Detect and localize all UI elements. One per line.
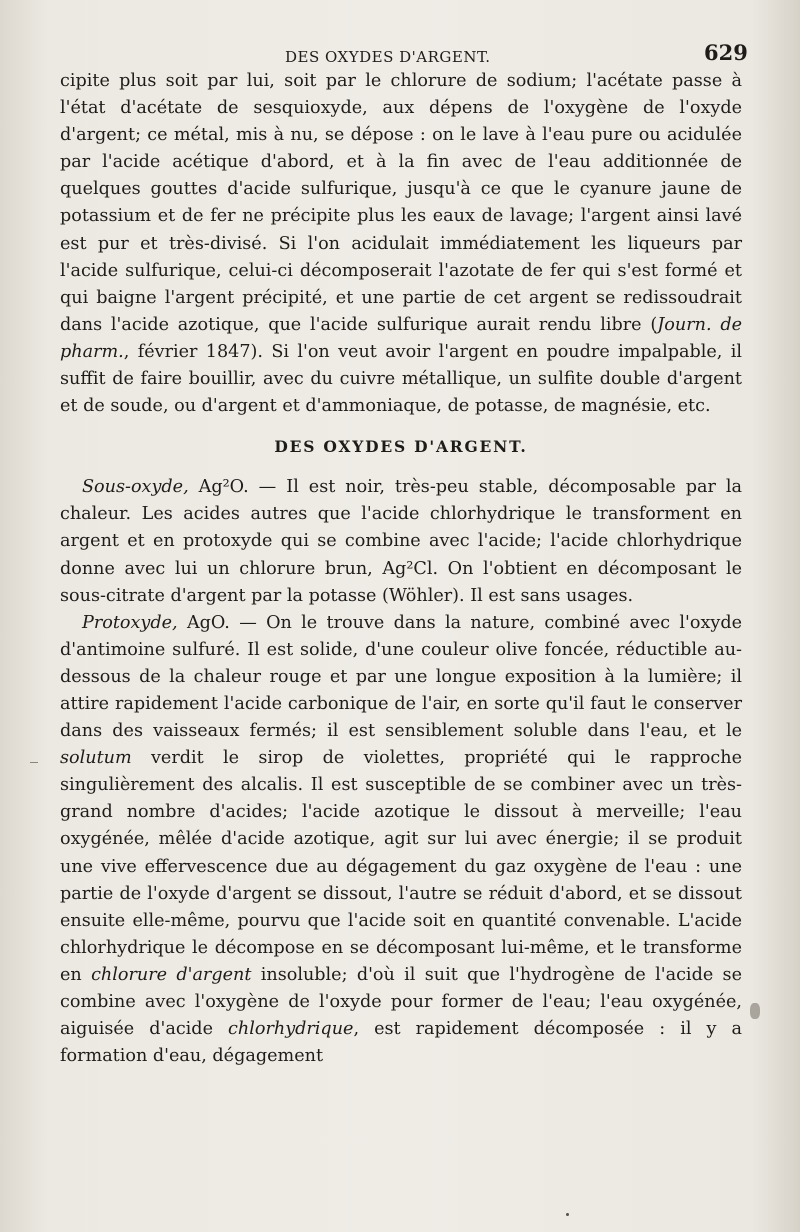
citation-journal: Journ. de pharm. xyxy=(60,314,742,362)
paragraph-sous-oxyde xyxy=(60,474,742,609)
text-block xyxy=(60,68,742,1070)
running-title: DES OXYDES D'ARGENT. xyxy=(285,48,491,66)
paragraph-1-text: cipite plus soit par lui, soit par le chlorure de sodium; l'acétate passe à l'état d'acétate de sesquioxyde, aux dépens de l'oxygène de l'oxyde d'argent; ce métal, mis à nu, se dépose : on le lave à l'eau pure ou acidulée par l'acide acétique d'abord, et à la fin avec de l'eau additionnée de quelques gouttes d'acide sulfurique, jusqu'à ce que le cyanure jaune de potassium et de fer ne précipite plus les eaux de lavage; l'argent ainsi lavé est pur et très-divisé. Si l'on acidulait immédiatement les liqueurs par l'acide sulfurique, celui-ci décomposerait l'azotate de fer qui s'est formé et qui baigne l'argent précipité, et une partie de cet argent se redissoudrait dans l'acide azotique, que l'acide sulfurique aurait rendu libre ( xyxy=(60,71,742,335)
term-protoxyde: Protoxyde, xyxy=(82,612,178,633)
term-solutum: solutum xyxy=(60,748,132,769)
running-head xyxy=(0,38,800,68)
page-edge-blot xyxy=(750,1003,760,1019)
margin-dash-mark xyxy=(30,762,38,763)
term-chlorhydrique: chlorhydrique xyxy=(228,1019,354,1040)
section-title: DES OXYDES D'ARGENT. xyxy=(274,437,528,457)
paragraph-1-end: , février 1847). Si l'on veut avoir l'argent en poudre impalpable, il suffit de faire bouillir, avec du cuivre métallique, un sulfite double d'argent et de soude, ou d'argent et d'ammoniaque, de potasse, de magnésie, etc. xyxy=(60,341,742,417)
formula-protoxyde: AgO. xyxy=(177,612,230,633)
text-protoxyde-3: insoluble; d'où il suit que l'hydrogène de l'acide se combine avec l'oxygène de l'oxyde pour former de l'eau; l'eau oxygénée, aiguisée d'acide xyxy=(60,964,742,1040)
term-chlorure-argent: chlorure d'argent xyxy=(91,964,252,985)
paragraph-argent-precipite xyxy=(60,68,742,420)
text-protoxyde-1: — On le trouve dans la nature, combiné avec l'oxyde d'antimoine sulfuré. Il est solide, d'une couleur olive foncée, réductible au-dessous de la chaleur rouge et par une longue exposition à la lumière; il attire rapidement l'acide carbonique de l'air, en sorte qu'il faut le conserver dans des vaisseaux fermés; il est sensiblement soluble dans l'eau, et le xyxy=(60,612,743,742)
text-protoxyde-4: , est rapidement décomposée : il y a formation d'eau, dégagement xyxy=(60,1019,742,1067)
bottom-ink-dot xyxy=(566,1213,569,1216)
term-sous-oxyde: Sous-oxyde, xyxy=(82,477,189,498)
text-sous-oxyde: — Il est noir, très-peu stable, décomposable par la chaleur. Les acides autres que l'acide chlorhydrique le transforment en argent et en protoxyde qui se combine avec l'acide; l'acide chlorhydrique donne avec lui un chlorure brun, Ag²Cl. On l'obtient en décomposant le sous-citrate d'argent par la potasse (Wöhler). Il est sans usages. xyxy=(60,477,742,606)
page-number: 629 xyxy=(704,40,748,65)
formula-sous-oxyde: Ag²O. xyxy=(188,477,249,498)
text-protoxyde-2: verdit le sirop de violettes, propriété qui le rapproche singulièrement des alcalis. Il est susceptible de se combiner avec un très-grand nombre d'acides; l'acide azotique le dissout à merveille; l'eau oxygénée, mêlée d'acide azotique, agit sur lui avec énergie; il se produit une vive effervescence due au dégagement du gaz oxygène de l'eau : une partie de l'oxyde d'argent se dissout, l'autre se réduit d'abord, et se dissout ensuite elle-même, pourvu que l'acide soit en quantité convenable. L'acide chlorhydrique le décompose en se décomposant lui-même, et le transforme en xyxy=(60,748,742,985)
paragraph-protoxyde xyxy=(60,610,742,1071)
